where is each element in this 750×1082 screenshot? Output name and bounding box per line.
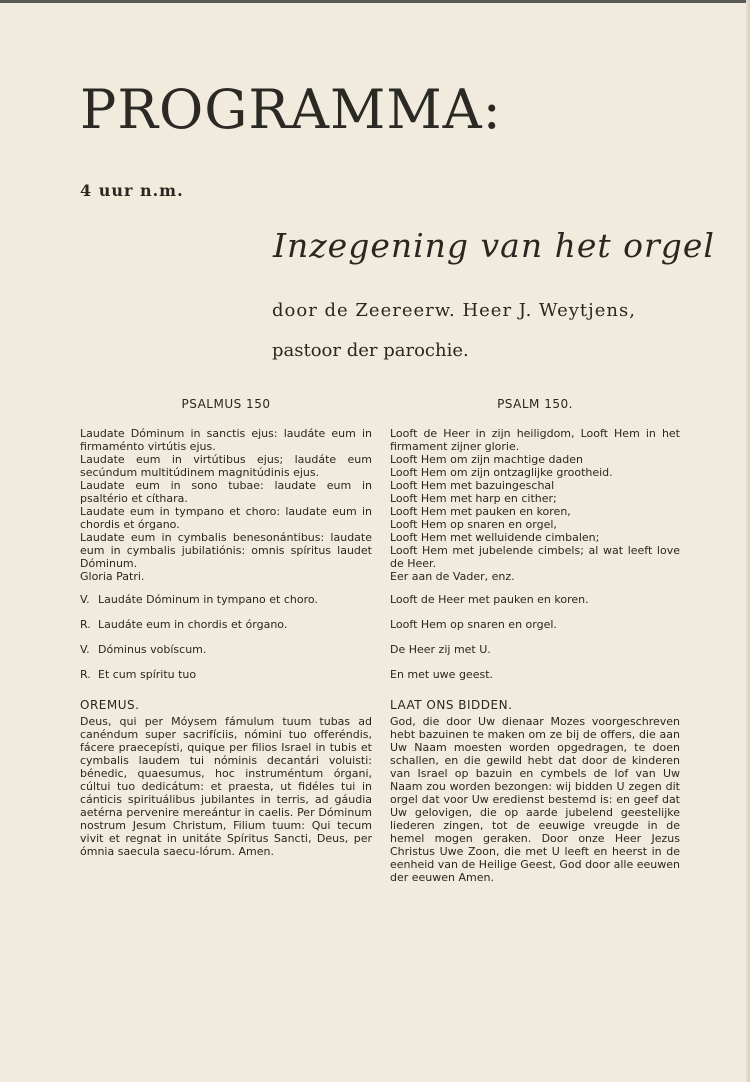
latin-psalm-line: Laudate eum in virtútibus ejus; laudáte eum secúndum multitúdinem magnitúdinis ejus. [80, 453, 372, 479]
dutch-psalm-line: Looft Hem met pauken en koren, [390, 505, 571, 518]
latin-response [80, 593, 372, 618]
prayer-text: God, die door Uw dienaar Mozes voorgeschreven hebt bazuinen te maken om ze bij de offers, die aan Uw Naam moesten worden opgedragen, te doen schallen, en die gewild hebt dat door de kinderen van Israel op bazuin en cymbels de lof van Uw Naam zou worden bezongen: wij bidden U zegen dit orgel dat voor Uw eredienst bestemd is: en geef dat Uw gelovigen, die op aarde jubelend geestelijke liederen zingen, tot de eeuwige vreugde in de hemel mogen geraken. Door onze Heer Jezus Christus Uwe Zoon, die met U leeft en heerst in de eenheid van de Heilige Geest, God door alle eeuwen der eeuwen Amen. [390, 715, 680, 884]
response-text: Et cum spíritu tuo [98, 668, 197, 681]
response-mark: V. [80, 643, 90, 656]
latin-response [80, 618, 372, 643]
dutch-response: Looft de Heer met pauken en koren. [390, 593, 589, 606]
officiant-role: pastoor der parochie. [272, 340, 469, 361]
event-time: 4 uur n.m. [80, 181, 184, 200]
dutch-psalm-line: Looft Hem om zijn machtige daden [390, 453, 583, 466]
officiant-line: door de Zeereerw. Heer J. Weytjens, [272, 300, 636, 321]
response-mark: V. [80, 593, 90, 606]
response-text: Laudáte eum in chordis et órgano. [98, 618, 288, 631]
page-top-edge [0, 0, 750, 3]
response-mark: R. [80, 618, 91, 631]
dutch-psalm-line: Looft Hem met jubelende cimbels; al wat leeft love de Heer. [390, 544, 680, 570]
ceremony-title: Inzegening van het orgel [273, 226, 715, 265]
response-mark: R. [80, 668, 91, 681]
dutch-psalm-line: Looft Hem met harp en cither; [390, 492, 557, 505]
latin-response [80, 643, 372, 668]
dutch-psalm-line: Looft Hem om zijn ontzaglijke grootheid. [390, 466, 613, 479]
response-text: Laudáte Dóminum in tympano et choro. [98, 593, 318, 606]
dutch-column [390, 398, 680, 884]
response-text: Dóminus vobíscum. [98, 643, 207, 656]
latin-psalm-line: Laudate eum in sono tubae: laudate eum in psaltério et cíthara. [80, 479, 372, 505]
dutch-response: Looft Hem op snaren en orgel. [390, 618, 557, 631]
dutch-responses [390, 593, 680, 693]
oremus-heading: OREMUS. [80, 698, 140, 712]
dutch-heading: PSALM 150. [497, 397, 573, 411]
dutch-psalm-line: Looft Hem met welluidende cimbalen; [390, 531, 600, 544]
dutch-psalm-line: Looft de Heer in zijn heiligdom, Looft Hem in het firmament zijner glorie. [390, 427, 680, 453]
prayer-heading: LAAT ONS BIDDEN. [390, 698, 513, 712]
dutch-psalm-line: Eer aan de Vader, enz. [390, 570, 515, 583]
latin-psalm-line: Gloria Patri. [80, 570, 145, 583]
latin-responses [80, 593, 372, 693]
page-title: PROGRAMMA: [80, 78, 502, 141]
page-right-edge [746, 0, 750, 1082]
latin-psalm-line: Laudate eum in tympano et choro: laudate eum in chordis et órgano. [80, 505, 372, 531]
dutch-response: En met uwe geest. [390, 668, 494, 681]
dutch-response: De Heer zij met U. [390, 643, 491, 656]
dutch-psalm-line: Looft Hem met bazuingeschal [390, 479, 555, 492]
dutch-psalm-line: Looft Hem op snaren en orgel, [390, 518, 557, 531]
latin-psalm-line: Laudate Dóminum in sanctis ejus: laudáte eum in firmaménto virtútis ejus. [80, 427, 372, 453]
latin-column [80, 398, 372, 858]
latin-response [80, 668, 372, 693]
latin-heading: PSALMUS 150 [181, 397, 271, 411]
oremus-text: Deus, qui per Móysem fámulum tuum tubas ad canéndum super sacrifíciis, nómini tuo offeréndis, fácere praecepísti, quique per filios Israel in tubis et cymbalis laudem tui nóminis decantári voluisti: bénedic, quaesumus, hoc instruméntum órgani, cúltui tuo dedicátum: et praesta, ut fidéles tui in cánticis spirituálibus jubilantes in terris, ad gáudia aetérna pervenire mereántur in caelis. Per Dóminum nostrum Jesum Christum, Filium tuum: Qui tecum vivit et regnat in unitáte Spíritus Sancti, Deus, per ómnia saecula saecu-lórum. Amen. [80, 715, 372, 858]
latin-psalm-line: Laudate eum in cymbalis benesonántibus: laudate eum in cymbalis jubilatiónis: omnis spíritus laudet Dóminum. [80, 531, 372, 570]
